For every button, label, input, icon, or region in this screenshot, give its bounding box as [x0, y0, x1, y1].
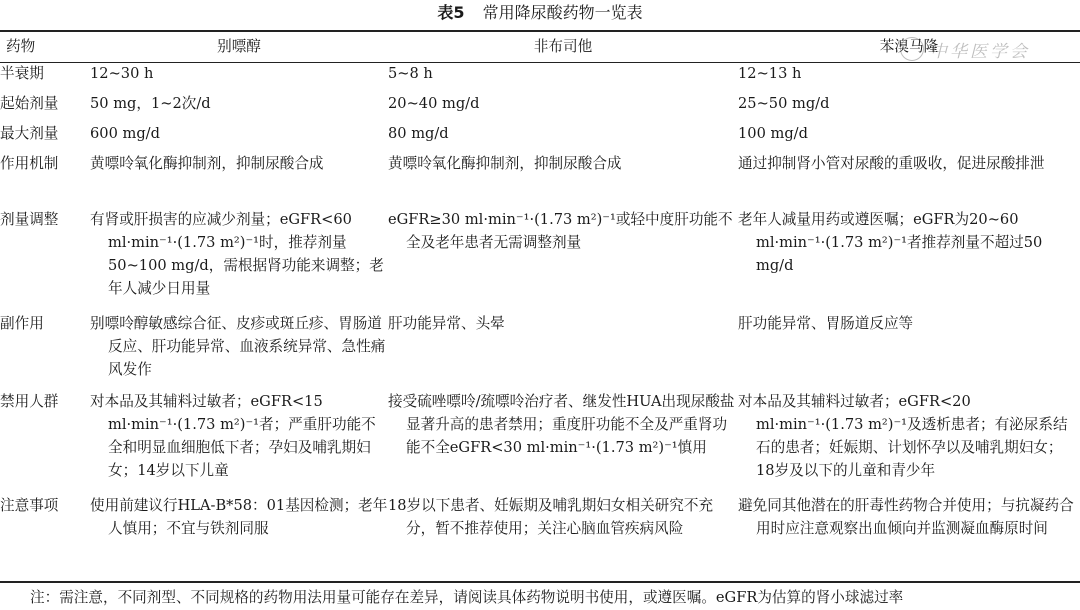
table-row [0, 62, 1080, 92]
table-footnote: 注：需注意，不同剂型、不同规格的药物用法用量可能存在差异，请阅读具体药物说明书使用，或遵医嘱。eGFR为估算的肾小球滤过率 [30, 589, 904, 606]
table-cell: 避免同其他潜在的肝毒性药物合并使用；与抗凝药合用时应注意观察出血倾向并监测凝血酶原时间 [738, 497, 1074, 537]
drug-table [0, 32, 1080, 572]
row-label: 禁用人群 [0, 393, 59, 410]
table-cell: 80 mg/d [388, 125, 449, 142]
header-drug: 药物 [6, 38, 36, 55]
row-label: 注意事项 [0, 497, 59, 514]
table-cell: 使用前建议行HLA-B*58：01基因检测；老年人慎用；不宜与铁剂同服 [90, 497, 388, 537]
table-title-text: 常用降尿酸药物一览表 [482, 3, 643, 22]
table-cell: 对本品及其辅料过敏者；eGFR<15 ml·min⁻¹·(1.73 m²)⁻¹者；严重肝功能不全和明显血细胞低下者；孕妇及哺乳期妇女；14岁以下儿童 [90, 393, 376, 479]
table-cell: 黄嘌呤氧化酶抑制剂，抑制尿酸合成 [388, 155, 622, 172]
row-label: 作用机制 [0, 155, 59, 172]
table-cell: 12~13 h [738, 65, 802, 82]
table-row [0, 494, 1080, 572]
header-row [0, 32, 1080, 62]
table-title [0, 0, 1080, 26]
table-row [0, 152, 1080, 208]
row-label: 副作用 [0, 315, 44, 332]
table-row [0, 312, 1080, 390]
row-label: 剂量调整 [0, 211, 59, 228]
table-cell: 别嘌呤醇敏感综合征、皮疹或斑丘疹、胃肠道反应、肝功能异常、血液系统异常、急性痛风发作 [90, 315, 386, 378]
table-cell: 5~8 h [388, 65, 433, 82]
table-cell: 600 mg/d [90, 125, 160, 142]
table-row [0, 208, 1080, 312]
watermark-text: 中华医学会 [930, 41, 1030, 62]
table-cell: 老年人减量用药或遵医嘱；eGFR为20~60 ml·min⁻¹·(1.73 m²)⁻¹者推荐剂量不超过50 mg/d [738, 211, 1043, 274]
table-cell: 25~50 mg/d [738, 95, 830, 112]
table-cell: 50 mg，1~2次/d [90, 95, 211, 112]
row-label: 起始剂量 [0, 95, 59, 112]
table-row [0, 122, 1080, 152]
table-cell: 肝功能异常、胃肠道反应等 [738, 315, 914, 332]
table-row [0, 390, 1080, 494]
table-row [0, 92, 1080, 122]
table-cell: 肝功能异常、头晕 [388, 315, 505, 332]
table-cell: 12~30 h [90, 65, 154, 82]
table-cell: eGFR≥30 ml·min⁻¹·(1.73 m²)⁻¹或轻中度肝功能不全及老年患者无需调整剂量 [388, 211, 733, 251]
table-cell: 100 mg/d [738, 125, 808, 142]
table-cell: 对本品及其辅料过敏者；eGFR<20 ml·min⁻¹·(1.73 m²)⁻¹及透析患者；有泌尿系结石的患者；妊娠期、计划怀孕以及哺乳期妇女；18岁及以下的儿童和青少年 [738, 393, 1068, 479]
table-cell: 20~40 mg/d [388, 95, 480, 112]
header-allopurinol: 别嘌醇 [217, 38, 261, 55]
header-febuxostat: 非布司他 [533, 38, 593, 55]
table-cell: 黄嘌呤氧化酶抑制剂，抑制尿酸合成 [90, 155, 324, 172]
row-label: 半衰期 [0, 65, 44, 82]
row-label: 最大剂量 [0, 125, 59, 142]
table-cell: 通过抑制肾小管对尿酸的重吸收，促进尿酸排泄 [738, 155, 1045, 172]
bottom-rule [0, 581, 1080, 583]
table-cell: 有肾或肝损害的应减少剂量；eGFR<60 ml·min⁻¹·(1.73 m²)⁻¹时，推荐剂量50~100 mg/d，需根据肾功能来调整；老年人减少日用量 [90, 211, 384, 297]
table-cell: 接受硫唑嘌呤/巯嘌呤治疗者、继发性HUA出现尿酸盐显著升高的患者禁用；重度肝功能不全及严重肾功能不全eGFR<30 ml·min⁻¹·(1.73 m²)⁻¹慎用 [388, 393, 735, 456]
table-cell: 18岁以下患者、妊娠期及哺乳期妇女相关研究不充分，暂不推荐使用；关注心脑血管疾病风险 [388, 497, 714, 537]
header-benzbromarone: 苯溴马隆 [879, 38, 939, 55]
table-number: 表5 [437, 3, 465, 22]
